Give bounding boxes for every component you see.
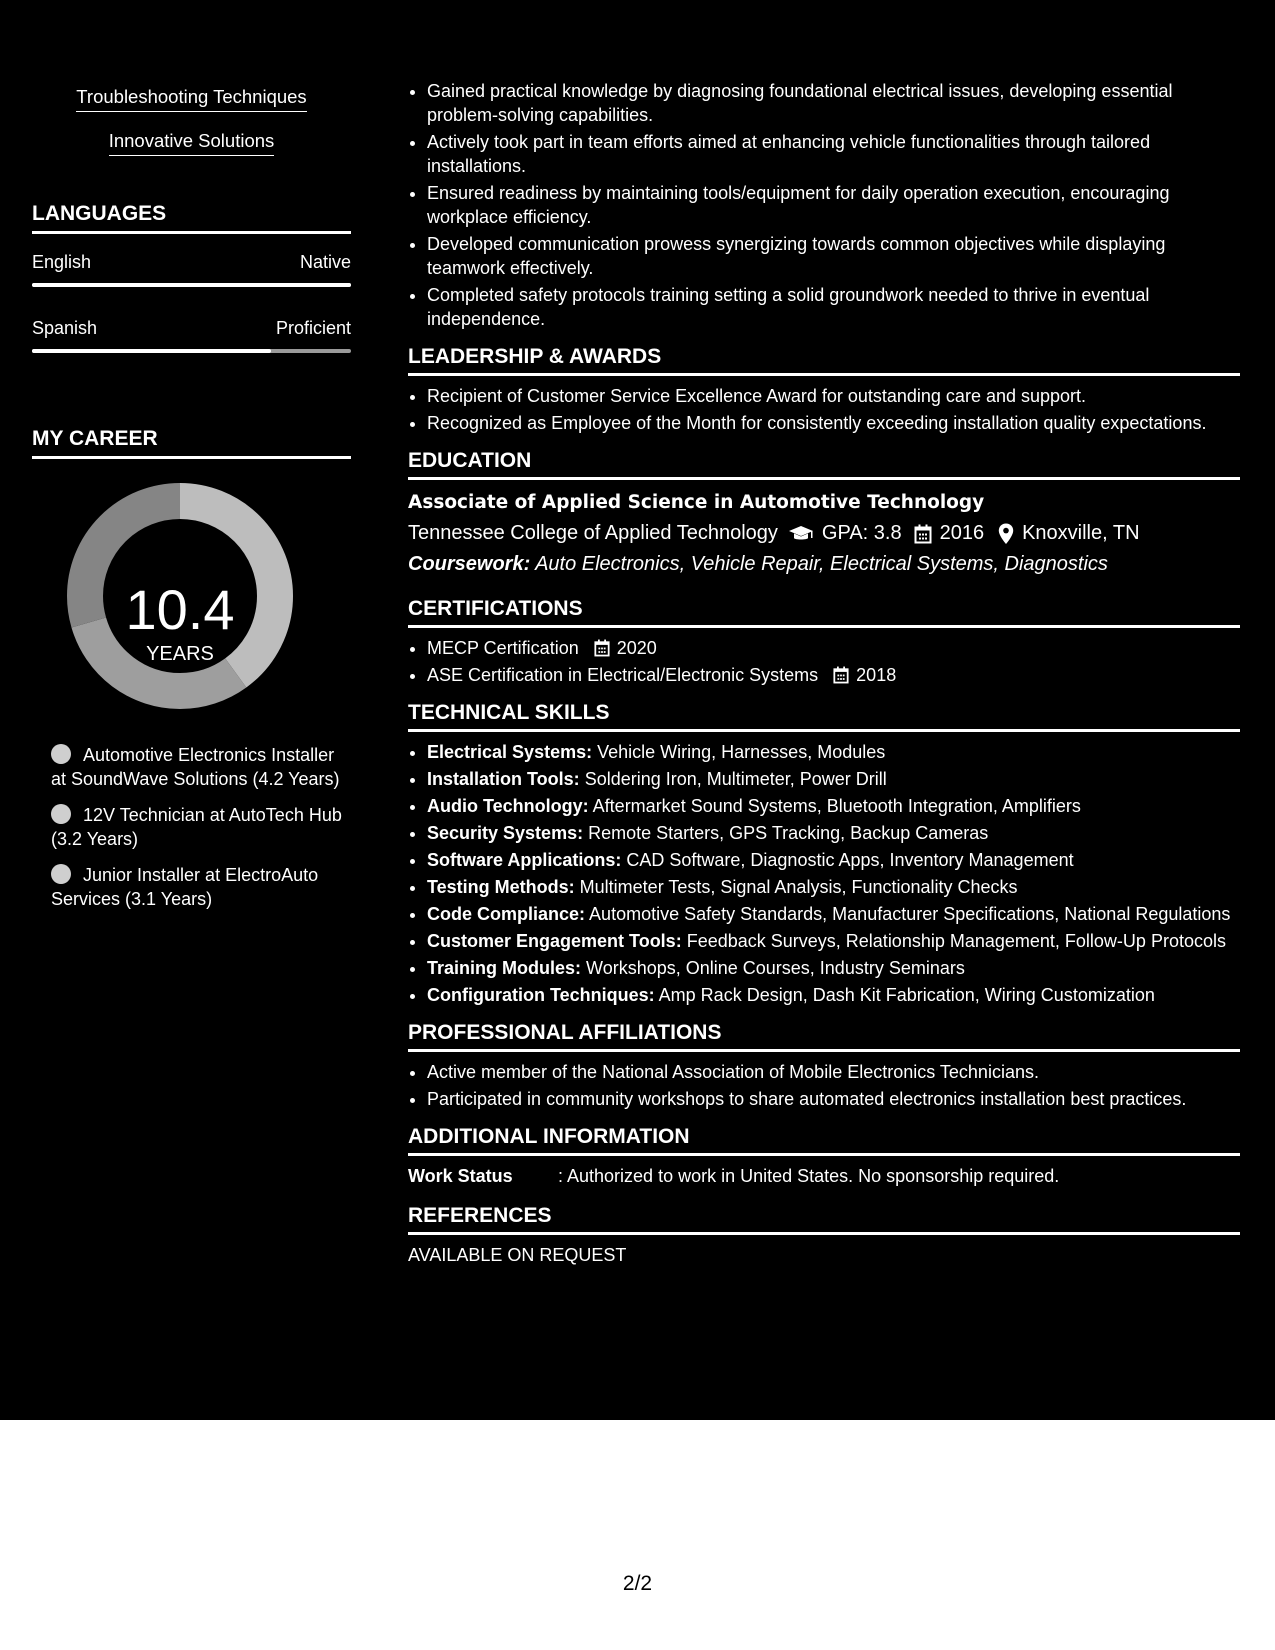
language-proficiency-fill <box>32 283 351 287</box>
technical-skills-list <box>408 740 1240 1007</box>
skill-value: Workshops, Online Courses, Industry Seminars <box>586 958 965 978</box>
list-item: • Recipient of Customer Service Excellence Award for outstanding care and support. <box>427 384 1240 408</box>
list-item <box>427 875 1240 899</box>
skill-label: Code Compliance: <box>427 904 586 924</box>
list-item <box>427 794 1240 818</box>
references-text: AVAILABLE ON REQUEST <box>408 1245 627 1265</box>
calendar-icon <box>914 524 932 544</box>
skill-tag: Innovative Solutions <box>109 130 275 156</box>
skill-value: Amp Rack Design, Dash Kit Fabrication, Wiring Customization <box>658 985 1155 1005</box>
career-list <box>32 743 351 911</box>
career-total-unit: YEARS <box>146 643 214 665</box>
additional-info-heading: ADDITIONAL INFORMATION <box>408 1125 1240 1156</box>
certification-name: MECP Certification <box>427 638 579 658</box>
skill-value: CAD Software, Diagnostic Apps, Inventory Management <box>626 850 1074 870</box>
list-item <box>427 740 1240 764</box>
affiliations-section <box>408 1021 1240 1111</box>
language-proficiency-bar <box>32 283 351 287</box>
main-content <box>408 0 1240 1267</box>
language-level: Proficient <box>275 318 351 338</box>
list-item <box>427 821 1240 845</box>
leadership-section <box>408 345 1240 435</box>
skill-value: Feedback Surveys, Relationship Management, Follow-Up Protocols <box>686 931 1226 951</box>
career-heading: MY CAREER <box>32 427 351 459</box>
education-gpa: GPA: 3.8 <box>821 522 902 544</box>
languages-heading: LANGUAGES <box>32 202 351 234</box>
affiliations-list <box>408 1060 1240 1111</box>
affiliations-heading: PROFESSIONAL AFFILIATIONS <box>408 1021 1240 1052</box>
list-item: • Ensured readiness by maintaining tools/equipment for daily operation execution, encouraging workplace efficiency. <box>427 181 1240 229</box>
page-number: 2/2 <box>622 1572 653 1595</box>
career-item: Junior Installer at ElectroAuto Services (3.1 Years) <box>51 865 319 909</box>
certifications-section <box>408 597 1240 687</box>
language-proficiency-bar <box>32 349 351 353</box>
list-item <box>427 929 1240 953</box>
skill-value: Automotive Safety Standards, Manufacturer Specifications, National Regulations <box>589 904 1231 924</box>
calendar-icon <box>594 639 610 657</box>
education-heading: EDUCATION <box>408 449 1240 480</box>
coursework-label: Coursework: <box>408 553 531 575</box>
education-section <box>408 449 1240 579</box>
experience-bullets <box>408 79 1240 331</box>
career-donut-svg <box>32 471 351 721</box>
list-item <box>427 663 1240 687</box>
skill-value: Remote Starters, GPS Tracking, Backup Cameras <box>588 823 989 843</box>
list-item: • Participated in community workshops to share automated electronics installation best practices. <box>427 1087 1240 1111</box>
language-name: English <box>32 252 92 272</box>
language-item <box>32 318 351 353</box>
list-item: • Completed safety protocols training setting a solid groundwork needed to thrive in eventual independence. <box>427 283 1240 331</box>
language-name: Spanish <box>32 318 98 338</box>
education-school: Tennessee College of Applied Technology <box>408 522 778 544</box>
skill-tags <box>32 86 351 174</box>
skill-tag: Troubleshooting Techniques <box>76 86 306 112</box>
career-section <box>32 427 351 911</box>
languages-section <box>32 202 351 353</box>
language-item <box>32 252 351 287</box>
work-status-row <box>408 1164 1240 1188</box>
work-status-value: : Authorized to work in United States. No sponsorship required. <box>558 1166 1060 1186</box>
location-pin-icon <box>998 523 1014 545</box>
skill-label: Testing Methods: <box>427 877 575 897</box>
skill-value: Soldering Iron, Multimeter, Power Drill <box>584 769 887 789</box>
skill-label: Configuration Techniques: <box>427 985 655 1005</box>
skill-label: Customer Engagement Tools: <box>427 931 682 951</box>
technical-skills-heading: TECHNICAL SKILLS <box>408 701 1240 732</box>
skill-label: Software Applications: <box>427 850 622 870</box>
list-item <box>427 636 1240 660</box>
coursework-value: Auto Electronics, Vehicle Repair, Electrical Systems, Diagnostics <box>535 553 1108 575</box>
references-heading: REFERENCES <box>408 1204 1240 1235</box>
calendar-icon <box>833 666 849 684</box>
graduation-cap-icon <box>788 524 814 544</box>
legend-dot-icon <box>51 744 71 764</box>
sidebar <box>32 0 351 923</box>
skill-label: Installation Tools: <box>427 769 580 789</box>
career-item: Automotive Electronics Installer at SoundWave Solutions (4.2 Years) <box>51 745 340 789</box>
list-item <box>427 767 1240 791</box>
legend-dot-icon <box>51 864 71 884</box>
skill-label: Electrical Systems: <box>427 742 593 762</box>
skill-value: Aftermarket Sound Systems, Bluetooth Integration, Amplifiers <box>592 796 1081 816</box>
career-donut-chart <box>32 471 351 721</box>
list-item: • Recognized as Employee of the Month for consistently exceeding installation quality expectations. <box>427 411 1240 435</box>
career-item: 12V Technician at AutoTech Hub (3.2 Years) <box>51 805 342 849</box>
skill-label: Audio Technology: <box>427 796 589 816</box>
certifications-heading: CERTIFICATIONS <box>408 597 1240 628</box>
list-item <box>427 848 1240 872</box>
education-coursework <box>408 549 1240 579</box>
career-total-value: 10.4 <box>125 578 235 641</box>
education-degree: Associate of Applied Science in Automotive Technology <box>408 492 985 513</box>
references-section <box>408 1204 1240 1267</box>
education-details <box>408 518 1240 549</box>
skill-value: Multimeter Tests, Signal Analysis, Functionality Checks <box>579 877 1018 897</box>
list-item: • Active member of the National Association of Mobile Electronics Technicians. <box>427 1060 1240 1084</box>
certification-name: ASE Certification in Electrical/Electronic Systems <box>427 665 819 685</box>
education-location: Knoxville, TN <box>1022 522 1140 544</box>
certification-year: 2018 <box>856 665 897 685</box>
language-proficiency-fill <box>32 349 271 353</box>
skill-label: Security Systems: <box>427 823 584 843</box>
certification-year: 2020 <box>616 638 657 658</box>
leadership-list <box>408 384 1240 435</box>
language-level: Native <box>299 252 351 272</box>
additional-info-section <box>408 1125 1240 1188</box>
skill-value: Vehicle Wiring, Harnesses, Modules <box>597 742 886 762</box>
list-item <box>427 956 1240 980</box>
work-status-label: Work Status <box>408 1166 513 1186</box>
list-item: • Gained practical knowledge by diagnosing foundational electrical issues, developing essential problem-solving capabilities. <box>427 79 1240 127</box>
list-item: • Actively took part in team efforts aimed at enhancing vehicle functionalities through tailored installations. <box>427 130 1240 178</box>
certifications-list <box>408 636 1240 687</box>
leadership-heading: LEADERSHIP & AWARDS <box>408 345 1240 376</box>
skill-label: Training Modules: <box>427 958 582 978</box>
technical-skills-section <box>408 701 1240 1007</box>
education-year: 2016 <box>939 522 985 544</box>
list-item <box>427 983 1240 1007</box>
list-item <box>427 902 1240 926</box>
list-item: • Developed communication prowess synergizing towards common objectives while displaying teamwork effectively. <box>427 232 1240 280</box>
legend-dot-icon <box>51 804 71 824</box>
